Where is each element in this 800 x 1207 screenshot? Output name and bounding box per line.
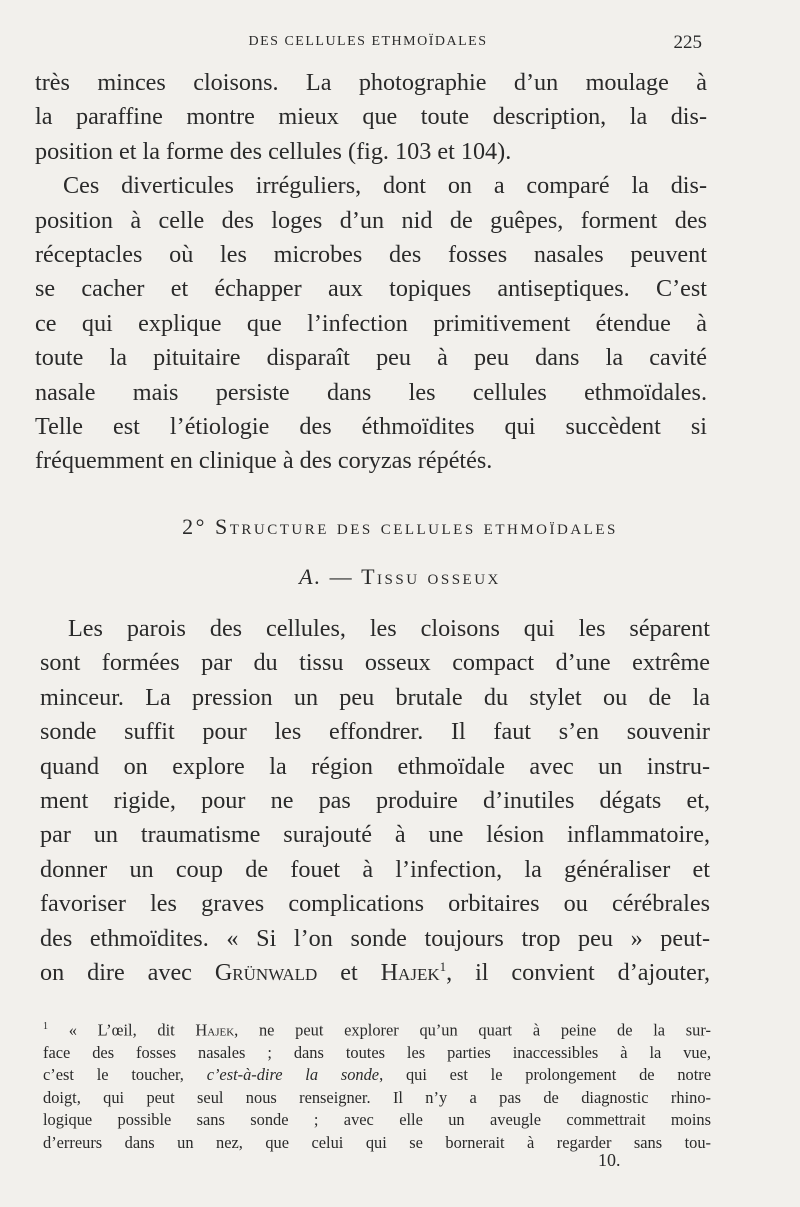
- italic-fragment: c’est-à-dire la sonde: [206, 1065, 380, 1085]
- text-line-with-authors: [40, 956, 710, 990]
- body-text-bottom: [40, 612, 710, 990]
- section-number: 2°: [182, 514, 207, 539]
- author-name: Grünwald: [214, 959, 318, 987]
- text-line: nasale mais persiste dans les cellules ethmoïdales.: [35, 378, 707, 406]
- footnote-line: d’erreurs dans un nez, que celui qui se bornerait à regarder sans tou-: [43, 1132, 711, 1152]
- section-heading: [0, 514, 800, 540]
- text-line: minceur. La pression un peu brutale du stylet ou de la: [40, 683, 710, 711]
- subsection-letter: A.: [299, 564, 323, 589]
- text-fragment: on dire avec: [40, 959, 215, 987]
- section-title: Structure des cellules ethmoïdales: [214, 514, 618, 539]
- text-line: très minces cloisons. La photographie d’un moulage à: [35, 69, 707, 96]
- text-line: sont formées par du tissu osseux compact d’une extrême: [40, 649, 710, 677]
- footnote-line: [43, 1064, 711, 1086]
- text-line: position à celle des loges d’un nid de guêpes, forment des: [35, 206, 707, 234]
- footnote-line: [43, 1016, 711, 1042]
- text-line: Les parois des cellules, les cloisons qui les séparent: [68, 615, 710, 642]
- running-title: DES CELLULES ETHMOÏDALES: [248, 34, 488, 49]
- author-name: Hajek: [195, 1020, 235, 1040]
- footnote-mark: 1: [43, 1021, 48, 1032]
- page-number: 225: [673, 32, 702, 53]
- text-fragment: , qui est le prolongement de notre: [379, 1065, 711, 1085]
- author-name: Hajek: [380, 959, 440, 987]
- text-fragment: et: [317, 959, 381, 987]
- text-line: donner un coup de fouet à l’infection, la généraliser et: [40, 855, 710, 883]
- text-line: Telle est l’étiologie des éthmoïdites qui succèdent si: [35, 413, 707, 441]
- text-line: ce qui explique que l’infection primitivement étendue à: [35, 309, 707, 337]
- text-line: par un traumatisme surajouté à une lésion inflammatoire,: [40, 821, 710, 849]
- subsection-heading: [0, 564, 800, 590]
- footnote-line: face des fosses nasales ; dans toutes les parties inaccessibles à la vue,: [43, 1042, 711, 1062]
- footnote: [43, 1016, 711, 1154]
- text-line: Ces diverticules irréguliers, dont on a comparé la dis-: [63, 172, 707, 200]
- footnote-reference: 1: [439, 959, 447, 974]
- text-line: favoriser les graves complications orbitaires ou cérébrales: [40, 890, 710, 918]
- subsection-dash: —: [329, 564, 354, 589]
- subsection-title: Tissu osseux: [361, 564, 501, 589]
- text-fragment: , il convient d’ajouter,: [446, 959, 710, 987]
- body-text-top: [35, 66, 707, 479]
- text-fragment: c’est le toucher,: [43, 1065, 207, 1085]
- text-line: fréquemment en clinique à des coryzas répétés.: [35, 447, 493, 475]
- text-fragment: , ne peut explorer qu’un quart à peine de la sur-: [234, 1020, 711, 1040]
- text-line: sonde suffit pour les effondrer. Il faut s’en souvenir: [40, 718, 710, 746]
- text-line: position et la forme des cellules (fig. 103 et 104).: [35, 137, 512, 165]
- text-line: quand on explore la région ethmoïdale avec un instru-: [40, 752, 710, 780]
- text-line: toute la pituitaire disparaît peu à peu dans la cavité: [35, 344, 707, 372]
- text-line: réceptacles où les microbes des fosses nasales peuvent: [35, 241, 707, 269]
- text-fragment: « L’œil, dit: [68, 1020, 196, 1040]
- footnote-line: doigt, qui peut seul nous renseigner. Il n’y a pas de diagnostic rhino-: [43, 1087, 711, 1107]
- text-line: se cacher et échapper aux topiques antiseptiques. C’est: [35, 275, 707, 303]
- text-line: des ethmoïdites. « Si l’on sonde toujours trop peu » peut-: [40, 924, 710, 952]
- text-line: la paraffine montre mieux que toute description, la dis-: [35, 103, 707, 131]
- signature-mark: 10.: [598, 1150, 621, 1170]
- text-line: ment rigide, pour ne pas produire d’inutiles dégats et,: [40, 787, 710, 815]
- footnote-line: logique possible sans sonde ; avec elle un aveugle commettrait moins: [43, 1110, 711, 1130]
